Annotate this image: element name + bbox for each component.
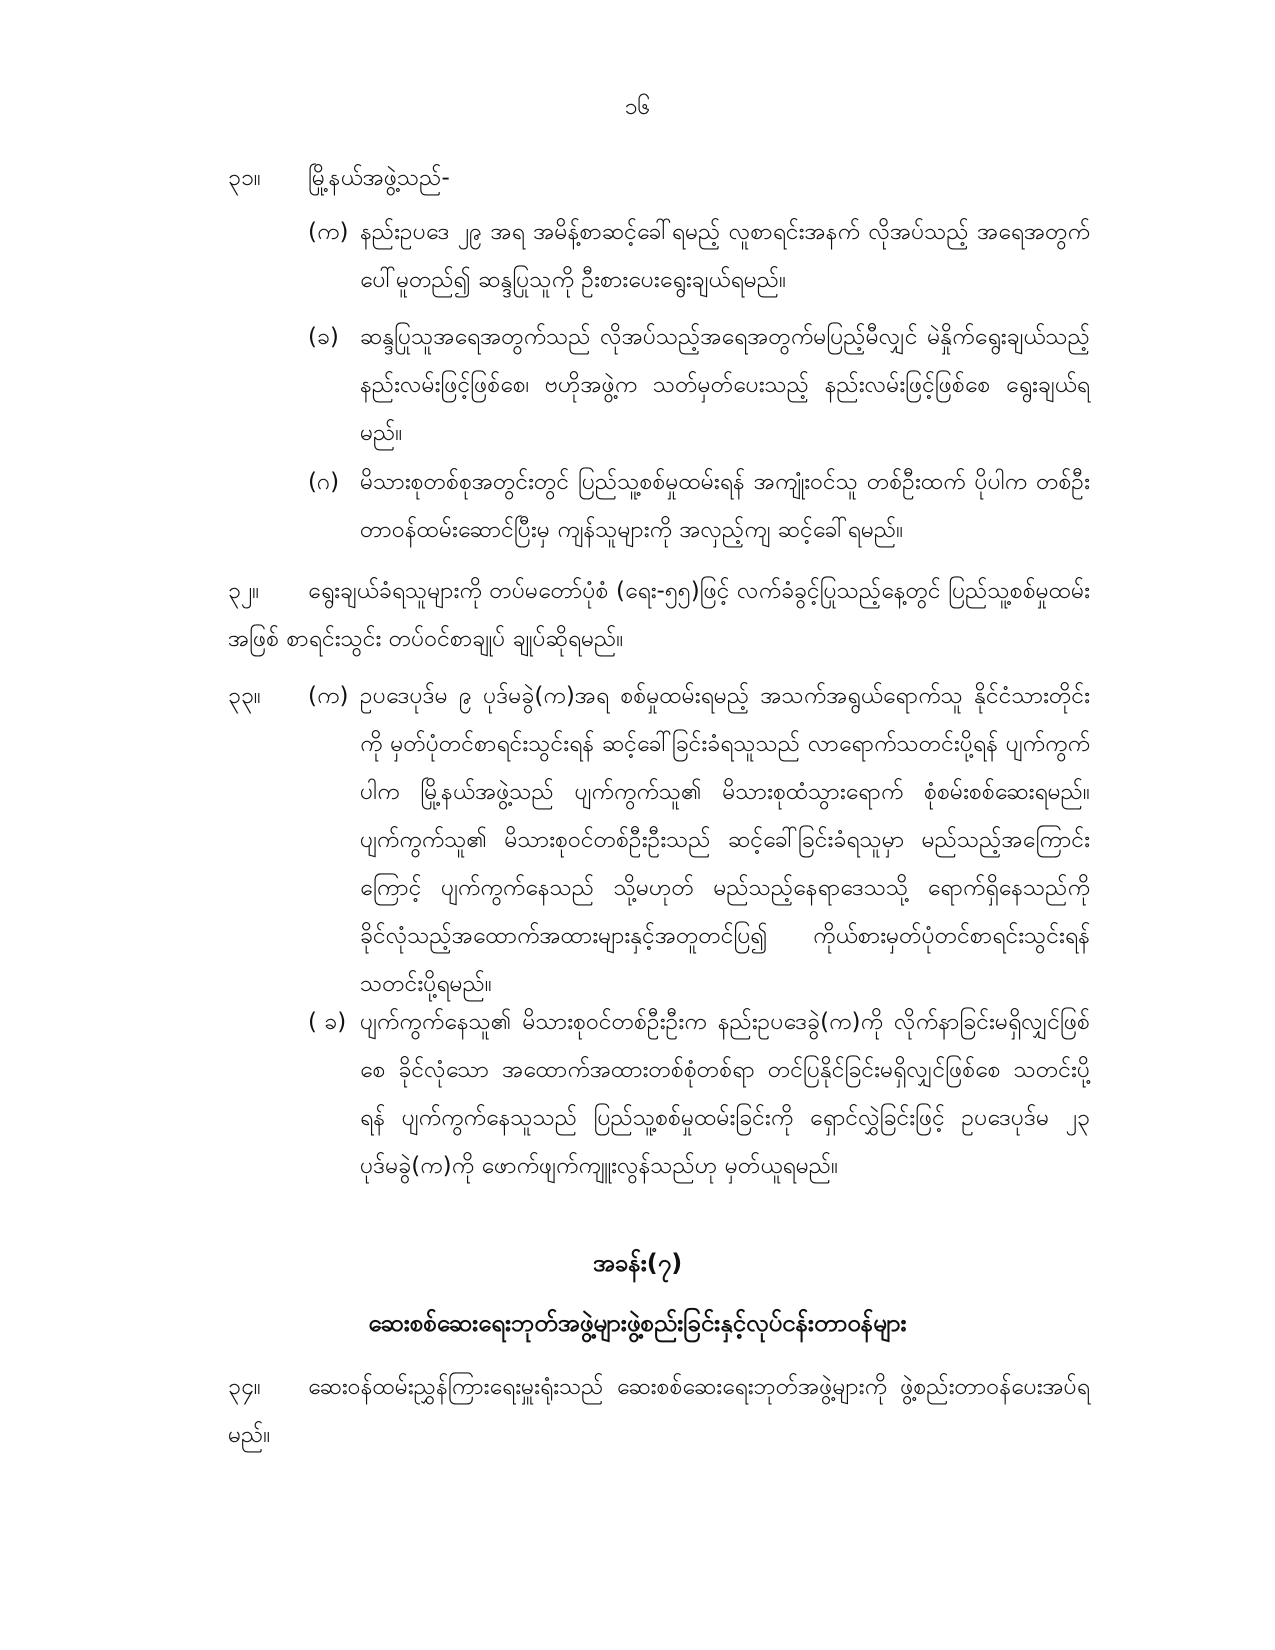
section-number: ၃၁။	[228, 165, 261, 191]
section-intro: မြို့နယ်အဖွဲ့သည်-	[308, 165, 450, 191]
clause-label: (က)	[308, 219, 349, 245]
section-text: ဆေးဝန်ထမ်းညွှန်ကြားရေးမှူးရုံးသည် ဆေးစစ်ဆေးရေးဘုတ်အဖွဲ့များကို ဖွဲ့စည်းတာဝန်ပေးအပ်ရမည်။	[228, 1374, 1090, 1448]
clause-label: ( ခ)	[308, 1009, 347, 1035]
page-number: ၁၆	[624, 94, 651, 120]
clause-label: (ဂ)	[308, 469, 340, 495]
section-number: ၃၃။	[228, 683, 261, 709]
clause-text: ဥပဒေပုဒ်မ ၉ ပုဒ်မခွဲ(က)အရ စစ်မှုထမ်းရမည့် အသက်အရွယ်ရောက်သူ နိုင်ငံသားတိုင်းကို မှတ်ပုံတင်စာရင်းသွင်းရန် ဆင့်ခေါ်ခြင်းခံရသူသည် လာရောက်သတင်းပို့ရန် ပျက်ကွက်ပါက မြို့နယ်အဖွဲ့သည် ပျက်ကွက်သူ၏ မိသားစုထံသွားရောက် စုံစမ်းစစ်ဆေးရမည်။ ပျက်ကွက်သူ၏ မိသားစုဝင်တစ်ဦးဦးသည် ဆင့်ခေါ်ခြင်းခံရသူမှာ မည်သည့်အကြောင်းကြောင့် ပျက်ကွက်နေသည် သို့မဟုတ် မည်သည့်နေရာဒေသသို့ ရောက်ရှိနေသည်ကို ခိုင်လုံသည့်အထောက်အထားများနှင့်အတူတင်ပြ၍ ကိုယ်စားမှတ်ပုံတင်စာရင်းသွင်းရန် သတင်းပို့ရမည်။	[360, 683, 1090, 997]
clause-text: ပျက်ကွက်နေသူ၏ မိသားစုဝင်တစ်ဦးဦးက နည်းဥပဒေခွဲ(က)ကို လိုက်နာခြင်းမရှိလျှင်ဖြစ်စေ ခိုင်လုံသော အထောက်အထားတစ်စုံတစ်ရာ တင်ပြနိုင်ခြင်းမရှိလျှင်ဖြစ်စေ သတင်းပို့ရန် ပျက်ကွက်နေသူသည် ပြည်သူ့စစ်မှုထမ်းခြင်းကို ရှောင်လွှဲခြင်းဖြင့် ဥပဒေပုဒ်မ ၂၃ ပုဒ်မခွဲ(က)ကို ဖောက်ဖျက်ကျူးလွန်သည်ဟု မှတ်ယူရမည်။	[360, 1009, 1090, 1179]
clause-text: နည်းဥပဒေ ၂၉ အရ အမိန့်စာဆင့်ခေါ်ရမည့် လူစာရင်းအနက် လိုအပ်သည့် အရေအတွက် ပေါ်မူတည်၍ ဆန္ဒပြုသူကို ဦးစားပေးရွေးချယ်ရမည်။	[360, 219, 1090, 293]
section-text: ရွေးချယ်ခံရသူများကို တပ်မတော်ပုံစံ (ရေး-၅၅)ဖြင့် လက်ခံခွင့်ပြုသည့်နေ့တွင် ပြည်သူ့စစ်မှုထမ်းအဖြစ် စာရင်းသွင်း တပ်ဝင်စာချုပ် ချုပ်ဆိုရမည်။	[228, 578, 1090, 652]
clause-text: ဆန္ဒပြုသူအရေအတွက်သည် လိုအပ်သည့်အရေအတွက်မပြည့်မီလျှင် မဲနှိုက်ရွေးချယ်သည့် နည်းလမ်းဖြင့်ဖြစ်စေ၊ ဗဟိုအဖွဲ့က သတ်မှတ်ပေးသည့် နည်းလမ်းဖြင့်ဖြစ်စေ ရွေးချယ်ရမည်။	[360, 324, 1090, 446]
chapter-subtitle: ဆေးစစ်ဆေးရေးဘုတ်အဖွဲ့များဖွဲ့စည်းခြင်းနှင့်လုပ်ငန်းတာဝန်များ	[368, 1309, 907, 1337]
chapter-title: အခန်း(၇)	[592, 1249, 683, 1277]
clause-label: (က)	[308, 683, 349, 709]
section-number: ၃၂။	[228, 578, 260, 604]
clause-label: (ခ)	[308, 324, 339, 350]
clause-text: မိသားစုတစ်စုအတွင်းတွင် ပြည်သူ့စစ်မှုထမ်းရန် အကျုံးဝင်သူ တစ်ဦးထက် ပိုပါက တစ်ဦးတာဝန်ထမ်းဆောင်ပြီးမှ ကျန်သူများကို အလှည့်ကျ ဆင့်ခေါ်ရမည်။	[360, 469, 1090, 543]
section-number: ၃၄။	[228, 1374, 261, 1400]
